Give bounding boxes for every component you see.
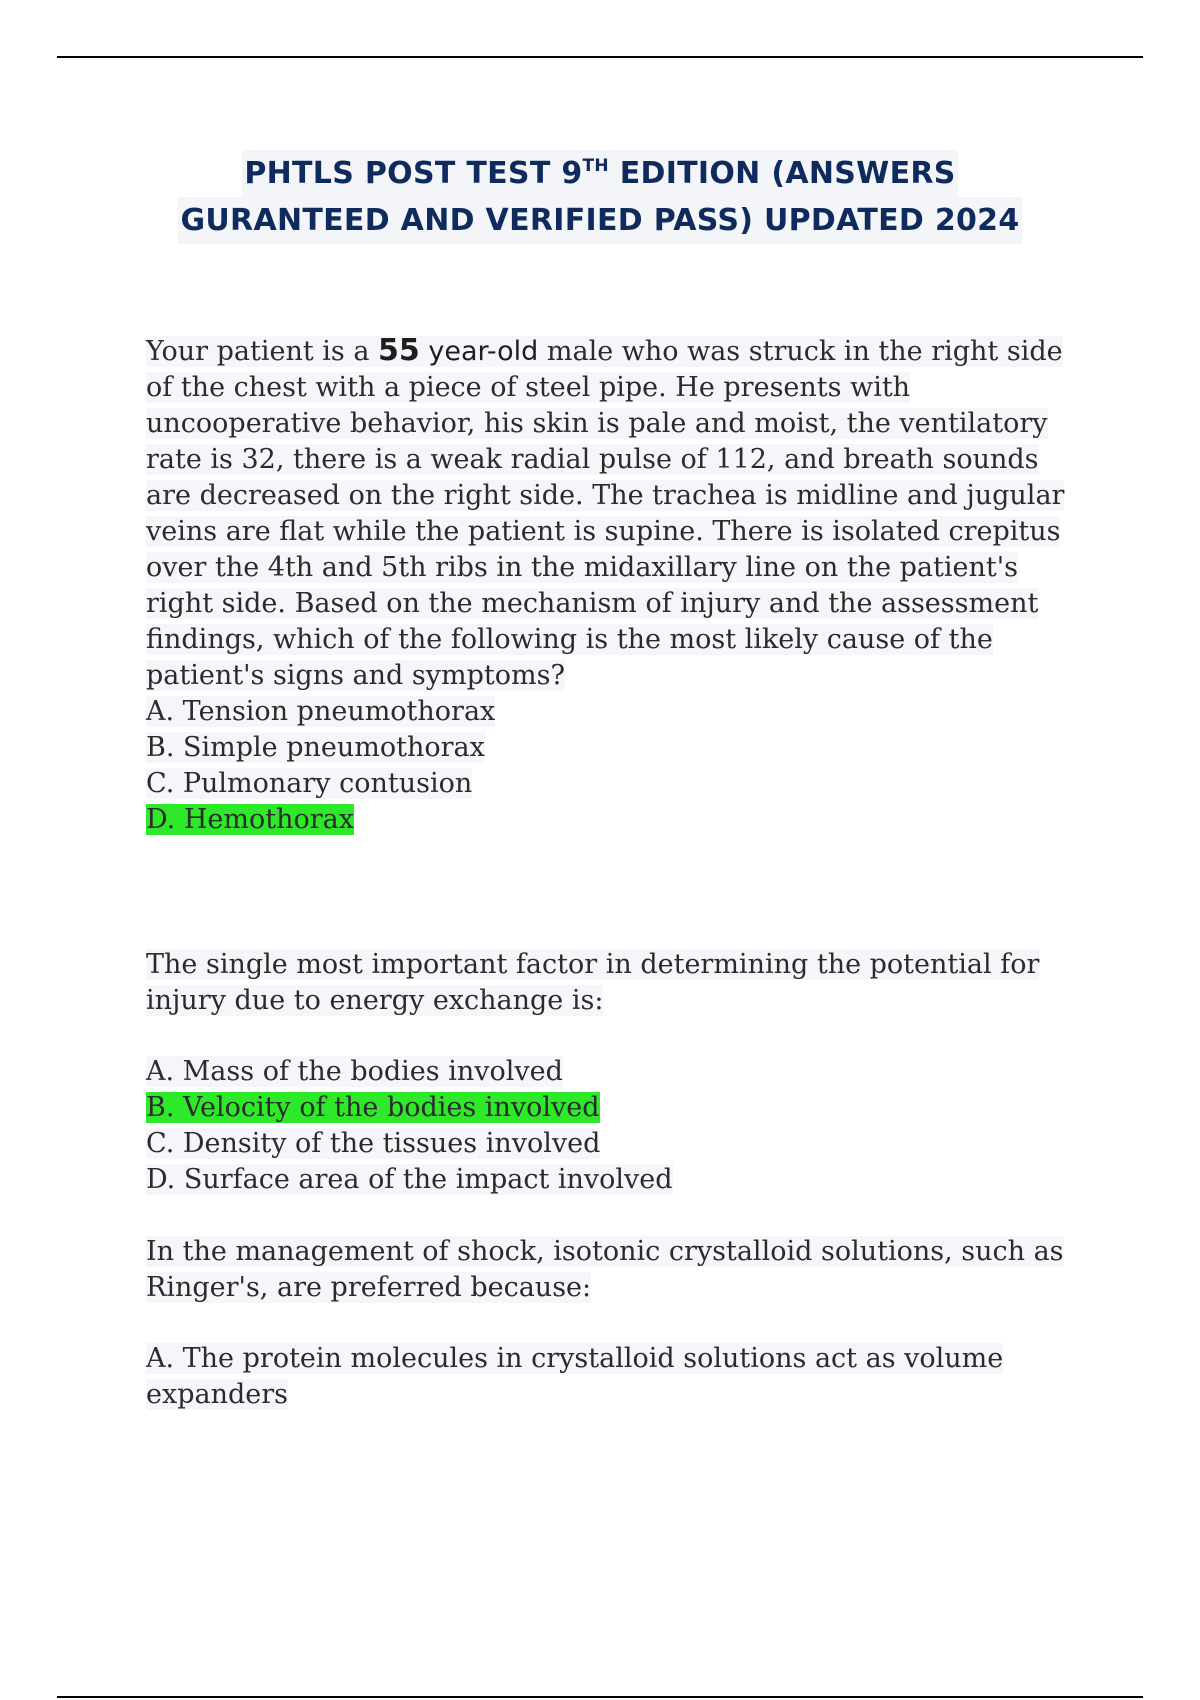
option-text: A. Mass of the bodies involved	[146, 1056, 563, 1087]
patient-age	[378, 333, 539, 368]
option-d-correct-answer	[146, 802, 495, 838]
question-2-stem	[146, 947, 1066, 1019]
title-text-cont: EDITION (ANSWERS	[608, 156, 956, 191]
age-number: 55	[378, 333, 420, 368]
title-line-1	[242, 150, 957, 197]
top-rule	[57, 56, 1143, 58]
option-c	[146, 766, 495, 802]
title-line-2: GURANTEED AND VERIFIED PASS) UPDATED 2024	[178, 197, 1021, 244]
bottom-rule	[57, 1696, 1143, 1698]
question-3-options	[146, 1341, 1046, 1413]
option-text: D. Surface area of the impact involved	[146, 1164, 673, 1195]
question-3-stem	[146, 1234, 1066, 1306]
age-suffix: year-old	[419, 336, 539, 367]
title-text: PHTLS POST TEST 9	[244, 156, 583, 191]
option-d	[146, 1162, 673, 1198]
option-b-correct-answer	[146, 1090, 673, 1126]
option-text: C. Density of the tissues involved	[146, 1128, 601, 1159]
option-b	[146, 730, 495, 766]
option-text: B. Velocity of the bodies involved	[146, 1092, 600, 1123]
question-2-text: The single most important factor in determining the potential for injury due to energy exchange is:	[146, 949, 1040, 1016]
option-a	[146, 1054, 673, 1090]
option-a	[146, 694, 495, 730]
option-text: C. Pulmonary contusion	[146, 768, 473, 799]
document-title	[0, 150, 1200, 244]
option-text: D. Hemothorax	[146, 804, 354, 835]
question-2-options	[146, 1054, 673, 1198]
question-1-options	[146, 694, 495, 838]
question-3-text: In the management of shock, isotonic crystalloid solutions, such as Ringer's, are preferred because:	[146, 1236, 1064, 1303]
option-text: B. Simple pneumothorax	[146, 732, 485, 763]
option-c	[146, 1126, 673, 1162]
question-1-stem	[146, 333, 1086, 694]
option-text: A. Tension pneumothorax	[146, 696, 496, 727]
question-1-text-cont: male who was struck in the right side of the chest with a piece of steel pipe. He presents with uncooperative behavior, his skin is pale and moist, the ventilatory rate is 32, there is a weak radial pulse of 112, and breath sounds are decreased on the right side. The trachea is midline and jugular veins are flat while the patient is supine. There is isolated crepitus over the 4th and 5th ribs in the midaxillary line on the patient's right side. Based on the mechanism of injury and the assessment findings, which of the following is the most likely cause of the patient's signs and symptoms?	[146, 336, 1065, 691]
option-a	[146, 1341, 1046, 1413]
question-1-text: Your patient is a	[146, 336, 379, 367]
title-superscript: TH	[582, 156, 609, 176]
option-text: A. The protein molecules in crystalloid solutions act as volume expanders	[146, 1343, 1004, 1410]
